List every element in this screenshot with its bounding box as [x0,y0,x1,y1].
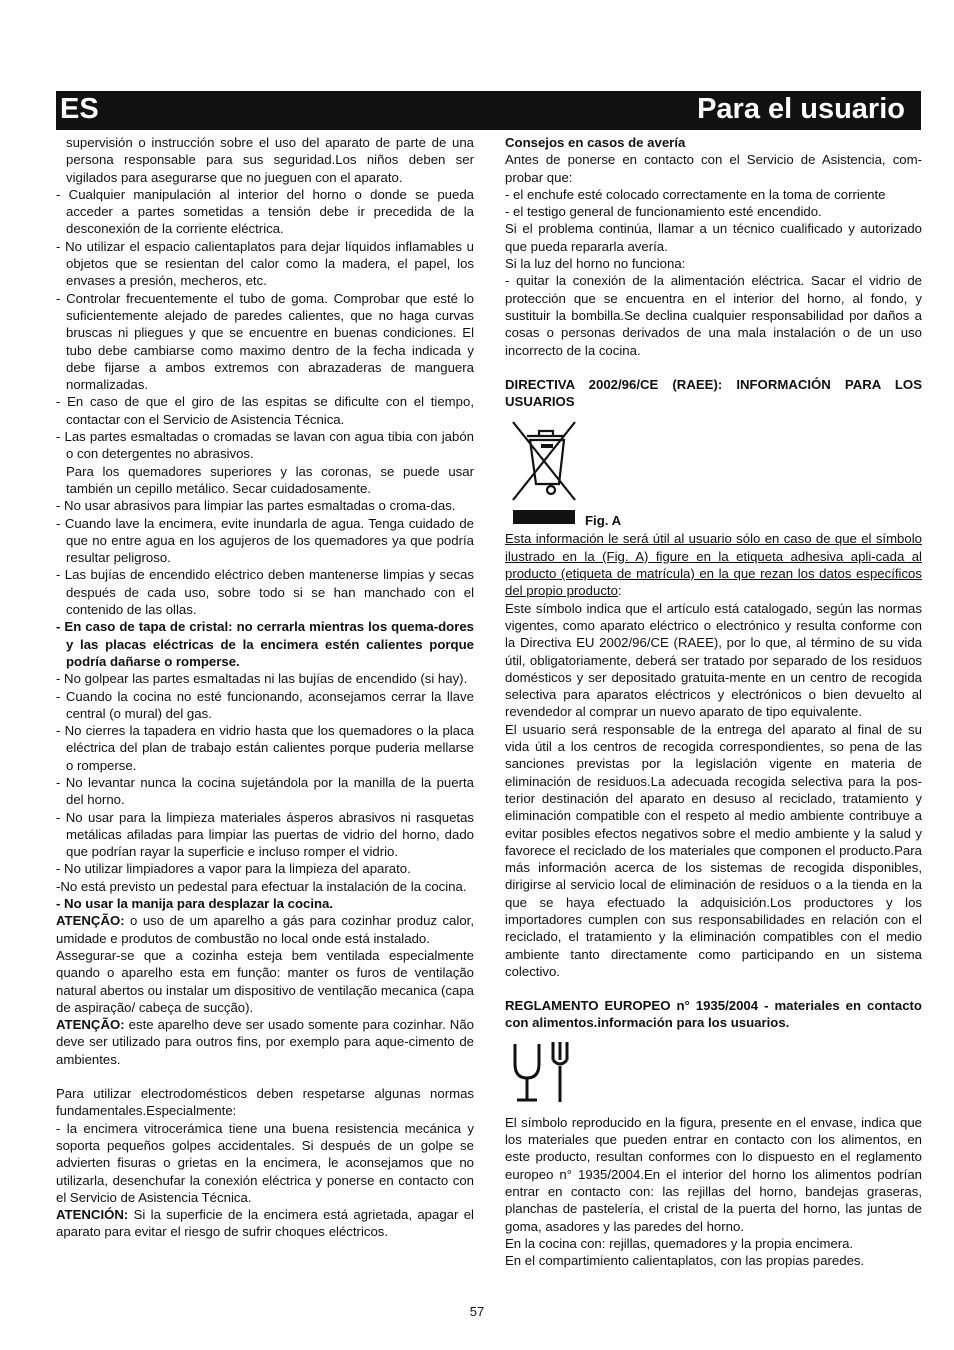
warning-paragraph [56,912,474,947]
right-column [505,134,922,1269]
warning-label: ATENÇÃO: [56,1017,125,1033]
section-title: DIRECTIVA 2002/96/CE (RAEE): INFORMACIÓN PARA LOS USUARIOS [505,376,922,410]
list-item: - Las bujías de encendido eléctrico deben mantenerse limpias y secas después de cada uso, sobre todo si se han manchado con el contenido de las ollas. [56,567,474,618]
list-item-continuation: Para los quemadores superiores y las coronas, se puede usar también un cepillo metálico. Secar cuidadosamente. [66,463,474,496]
underlined-text: Esta información le será útil al usuario sólo en caso de que el símbolo ilustrado en la (Fig. A) figure en la etiqueta adhesiva apli-cada al producto (etiqueta de matrícula) en la que rezan los datos específicos del propio producto [505,531,922,599]
weee-figure [505,416,922,529]
glass-and-fork-icon [505,1038,579,1108]
list-item: - Controlar frecuentemente el tubo de goma. Comprobar que esté lo suficientemente alejado de paredes calientes, que no haga curvas bruscas ni pliegues y que se encuentre en buenas condiciones. El tubo debe cambiarse como maximo dentro de la fecha indicada y debe fijarse a ambos extremos con abrazaderas de manguera normalizadas. [56,290,474,393]
paragraph: El usuario será responsable de la entrega del aparato al final de su vida útil a los centros de recogida correspondientes, so pena de las sanciones previstas por la legislación vigente en materia de eliminación de residuos.La adecuada recogida selectiva para la pos-terior destinación del aparato en desuso al reciclado, tratamiento y eliminación compatible con el respeto al medio ambiente contribuye a evitar posibles efectos negativos sobre el medio ambiente y la salud y favorece el reciclado de los materiales que componen el producto.Para más información acerca de los sistemas de recogida disponibles, dirigirse al servicio local de eliminación de residuos o a la tienda en la que se haya efectuado la adquisición.Los productores y los importadores cumplen con sus responsabilidades en relación con el reciclado, el tratamiento y la eliminación compatibles con el medio ambiente tanto directamente como participando en un sistema colectivo. [505,721,922,979]
list-item-bold: - En caso de tapa de cristal: no cerrarla mientras los quema-dores y las placas eléctricas de la encimera estén calientes porque podría dañarse o romperse. [56,619,474,669]
food-contact-figure [505,1038,922,1108]
list-item: - Cuando la cocina no esté funcionando, aconsejamos cerrar la llave central (o mural) del gas. [56,688,474,721]
paragraph: Si la luz del horno no funciona: [505,256,686,272]
page-title: Para el usuario [697,93,905,125]
spacer [505,359,922,376]
crossed-out-wheeled-bin-icon [505,416,585,508]
language-code: ES [60,93,99,125]
list-item: - No utilizar limpiadores a vapor para la limpieza del aparato. [56,861,411,877]
warning-text: este aparelho deve ser usado somente para cozinhar. Não deve ser utilizado para outros fins, por exemplo para aque-cimento de ambientes. [56,1017,474,1067]
list-item: -No está previsto un pedestal para efectuar la instalación de la cocina. [56,878,467,894]
warning-paragraph [56,1016,474,1068]
list-item: - No usar abrasivos para limpiar las partes esmaltadas o croma-das. [56,498,456,514]
paragraph: Antes de ponerse en contacto con el Servicio de Asistencia, com-probar que: [505,152,922,185]
paragraph: El símbolo reproducido en la figura, presente en el envase, indica que los materiales que pueden entrar en contacto con los alimentos, en este producto, resultan conformes con lo dispuesto en el reglamento europeo n° 1935/2004.En el interior del horno los alimentos podrían entrar en contacto con: las rejillas del horno, bandejas graseras, planchas de pastelería, el cristal de la puerta del horno, las juntas de goma, asadores y las paredes del horno. [505,1114,922,1234]
warning-label: ATENCIÓN: [56,1207,129,1223]
section-title: REGLAMENTO EUROPEO n° 1935/2004 - materiales en contacto con alimentos.información para los usuarios. [505,998,922,1031]
warning-label: ATENÇÃO: [56,913,125,929]
warning-text: Si la superficie de la encimera está agrietada, apagar el aparato para evitar el riesgo de sufrir choques eléctricos. [56,1207,474,1240]
list-item-bold: - No usar la manija para desplazar la cocina. [56,896,334,912]
paragraph: - la encimera vitrocerámica tiene una buena resistencia mecánica y soporta pequeños golpes accidentales. Si después de un golpe se advierten fisuras o grietas en la encimera, le aconsejamos que no utilizarla, desenchufar la conexión eléctrica y ponerse en contacto con el Servicio de Asistencia Técnica. [56,1120,474,1205]
page-number: 57 [469,1304,485,1319]
paragraph: supervisión o instrucción sobre el uso del aparato de parte de una persona responsable para sus seguridad.Los niños deben ser vigilados para asegurarse que no jueguen con el aparato. [66,135,474,185]
spacer [56,1068,474,1085]
colon: : [617,583,622,599]
page-header [56,91,921,130]
paragraph: Para utilizar electrodomésticos deben respetarse algunas normas fundamentales.Especialmente: [56,1086,474,1119]
warning-text: o uso de um aparelho a gás para cozinhar produz calor, umidade e produtos de combustão no local onde está instalado. [56,913,474,946]
list-item: - En caso de que el giro de las espitas se dificulte con el tiempo, contactar con el Servicio de Asistencia Técnica. [56,394,474,427]
left-column [56,134,474,1241]
paragraph: Este símbolo indica que el artículo está catalogado, según las normas vigentes, como aparato eléctrico o electrónico y resulta conforme con la Directiva EU 2002/96/CE (RAEE), por lo que, al término de su vida útil, obligatoriamente, deberá ser tratado por separado de los residuos domésticos y ser depositado gratuita-mente en un centro de recogida selectiva para aparatos eléctricos y electrónicos o bien devuelto al revendedor al comprar un nuevo aparato de tipo equivalente. [505,600,922,720]
paragraph: - el testigo general de funcionamiento esté encendido. [505,204,822,220]
paragraph: - quitar la conexión de la alimentación eléctrica. Sacar el vidrio de protección que se encuentra en el interior del horno, al fondo, y sustituir la bombilla.Se declina cualquier responsabilidad por daños a cosas o personas derivados de una mala instalación o de un uso incorrecto de la cocina. [505,273,922,358]
list-item: - Cualquier manipulación al interior del horno o donde se pueda acceder a partes sometidas a tensión debe ir precedida de la desconexión de la corriente eléctrica. [56,186,474,237]
paragraph: - el enchufe esté colocado correctamente en la toma de corriente [505,186,886,202]
paragraph: Si el problema continúa, llamar a un técnico cualificado y autorizado que pueda repararla avería. [505,221,922,254]
warning-paragraph [56,1206,474,1241]
list-item: - No utilizar el espacio calientaplatos para dejar líquidos inflamables u objetos que se resientan del calor como la madera, el papel, los envases a presión, mecheros, etc. [56,238,474,289]
weee-bar [513,510,575,524]
list-item: - Las partes esmaltadas o cromadas se lavan con agua tibia con jabón o con detergentes no abrasivos. [56,429,474,462]
list-item: - Cuando lave la encimera, evite inundarla de agua. Tenga cuidado de que no entre agua en los agujeros de los quemadores ya que podría resultar peligroso. [56,515,474,566]
paragraph: En el compartimiento calientaplatos, con las propias paredes. [505,1253,865,1269]
list-item: - No cierres la tapadera en vidrio hasta que los quemadores o la placa eléctrica del plan de trabajo están calientes porque puderia mellarse o romperse. [56,723,474,773]
paragraph: Assegurar-se que a cozinha esteja bem ventilada especialmente quando o aparelho esta em função: manter os furos de ventilação natural abertos ou instalar um dispositivo de ventilação mecanica (capa de aspiração/ cabeça de sucção). [56,947,474,1015]
spacer [505,980,922,997]
list-item: - No golpear las partes esmaltadas ni las bujías de encendido (si hay). [56,671,468,687]
figure-label: Fig. A [585,513,622,529]
section-title: Consejos en casos de avería [505,135,686,150]
paragraph [505,530,922,599]
list-item: - No levantar nunca la cocina sujetándola por la manilla de la puerta del horno. [56,774,474,808]
list-item: - No usar para la limpieza materiales ásperos abrasivos ni rasquetas metálicas afiladas para limpiar las puertas de vidrio del horno, dado que podrían rayar la superficie e incluso romper el vidrio. [56,809,474,860]
paragraph: En la cocina con: rejillas, quemadores y la propia encimera. [505,1235,854,1251]
